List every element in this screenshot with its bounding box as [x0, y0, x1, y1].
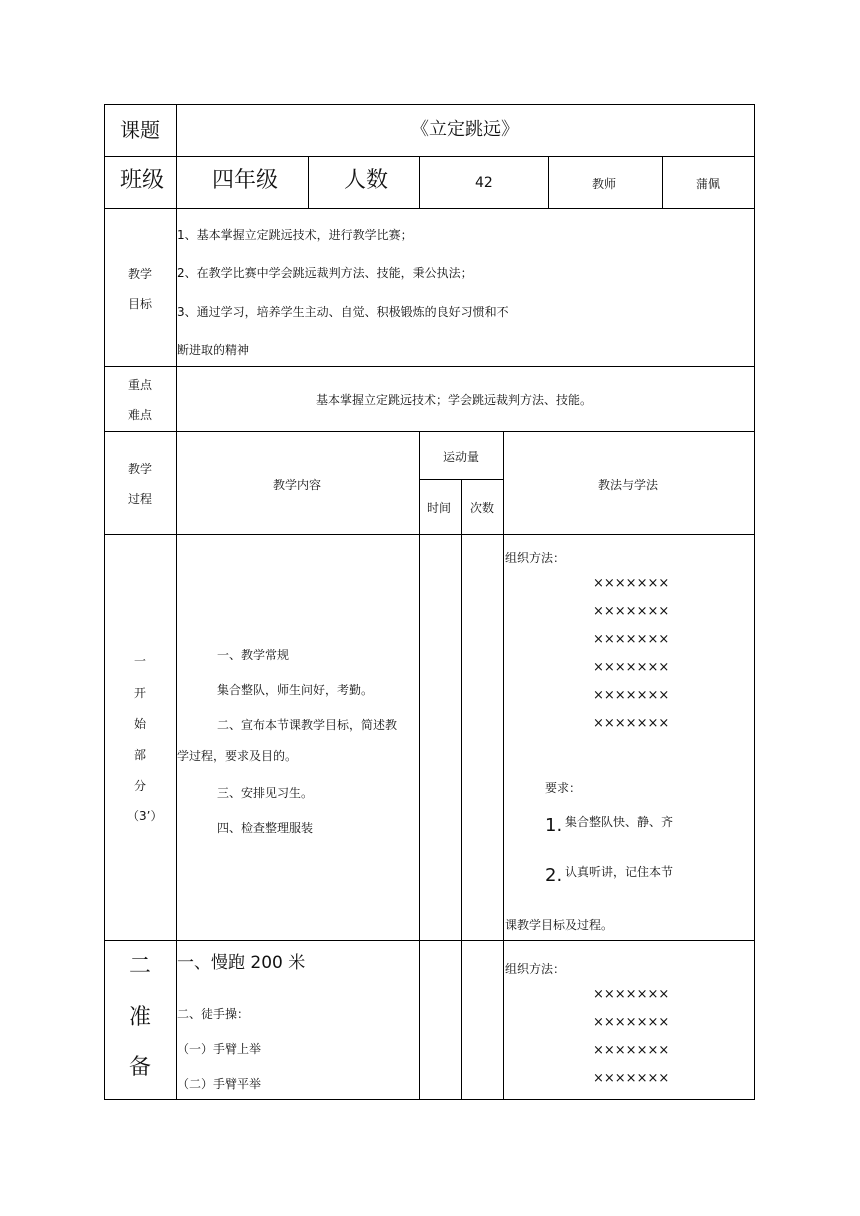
section1-req-label: 要求：	[545, 781, 582, 795]
req-2-continued: 课教学目标及过程。	[505, 918, 614, 932]
time-header: 时间	[427, 501, 452, 515]
goal-item: 断进取的精神	[177, 343, 250, 357]
section1-content-line: 学过程，要求及目的。	[177, 749, 298, 763]
process-label-2: 过程	[128, 492, 153, 506]
load-header: 运动量	[443, 450, 480, 464]
teacher-label: 教师	[592, 177, 617, 191]
topic-value: 《立定跳远》	[411, 119, 519, 140]
formation-row: ×××××××	[593, 716, 670, 731]
formation-row: ×××××××	[593, 987, 670, 1002]
goals-label-1: 教学	[128, 267, 153, 281]
goals-label-2: 目标	[128, 297, 153, 311]
formation-row: ×××××××	[593, 1043, 670, 1058]
class-value: 四年级	[212, 168, 279, 193]
section1-content-line: 三、安排见习生。	[217, 786, 314, 800]
section2-content-line: （一）手臂上举	[177, 1042, 262, 1056]
times-header: 次数	[470, 501, 495, 515]
section1-content-line: 集合整队，师生问好，考勤。	[217, 683, 374, 697]
section1-org-label: 组织方法：	[505, 551, 566, 565]
section2-content-heading: 一、慢跑 200 米	[177, 953, 306, 973]
focus-text: 基本掌握立定跳远技术；学会跳远裁判方法、技能。	[316, 393, 593, 407]
goal-item: 2、在教学比赛中学会跳远裁判方法、技能，秉公执法；	[177, 266, 473, 280]
section2-org-label: 组织方法：	[505, 962, 566, 976]
section1-label-char: 部	[134, 748, 147, 762]
formation-row: ×××××××	[593, 660, 670, 675]
section1-content-line: 四、检查整理服装	[217, 821, 314, 835]
req-1-text: 集合整队快、静、齐	[565, 815, 674, 829]
class-label: 班级	[120, 168, 165, 193]
req-2-number: 2.	[545, 865, 563, 886]
req-2-text: 认真听讲，记住本节	[565, 865, 674, 879]
focus-label-1: 重点	[128, 378, 153, 392]
count-value: 42	[475, 175, 493, 191]
section1-label-char: 开	[134, 686, 147, 700]
goal-item: 3、通过学习，培养学生主动、自觉、积极锻炼的良好习惯和不	[177, 305, 509, 319]
section1-content-line: 一、教学常规	[217, 648, 290, 662]
section1-label-char: 一	[134, 654, 147, 668]
section2-label-char: 备	[129, 1055, 152, 1080]
section1-label-char: （3’）	[127, 809, 163, 823]
content-header: 教学内容	[273, 478, 322, 492]
process-label-1: 教学	[128, 462, 153, 476]
section1-label-char: 始	[134, 717, 147, 731]
formation-row: ×××××××	[593, 576, 670, 591]
section1-content-line: 二、宣布本节课教学目标，简述教	[217, 718, 398, 732]
section2-content-line: （二）手臂平举	[177, 1077, 262, 1091]
section1-label-char: 分	[134, 779, 147, 793]
formation-row: ×××××××	[593, 1015, 670, 1030]
section2-content-line: 二、徒手操：	[177, 1007, 250, 1021]
teacher-value: 蒲佩	[696, 177, 721, 191]
section2-label-char: 二	[129, 954, 152, 979]
formation-row: ×××××××	[593, 604, 670, 619]
goal-item: 1、基本掌握立定跳远技术，进行教学比赛；	[177, 228, 413, 242]
section2-label-char: 准	[129, 1005, 152, 1030]
formation-row: ×××××××	[593, 1071, 670, 1086]
topic-label: 课题	[120, 118, 160, 142]
method-header: 教法与学法	[598, 478, 659, 492]
req-1-number: 1.	[545, 815, 563, 836]
formation-row: ×××××××	[593, 632, 670, 647]
focus-label-2: 难点	[128, 408, 153, 422]
count-label: 人数	[344, 168, 389, 193]
formation-row: ×××××××	[593, 688, 670, 703]
